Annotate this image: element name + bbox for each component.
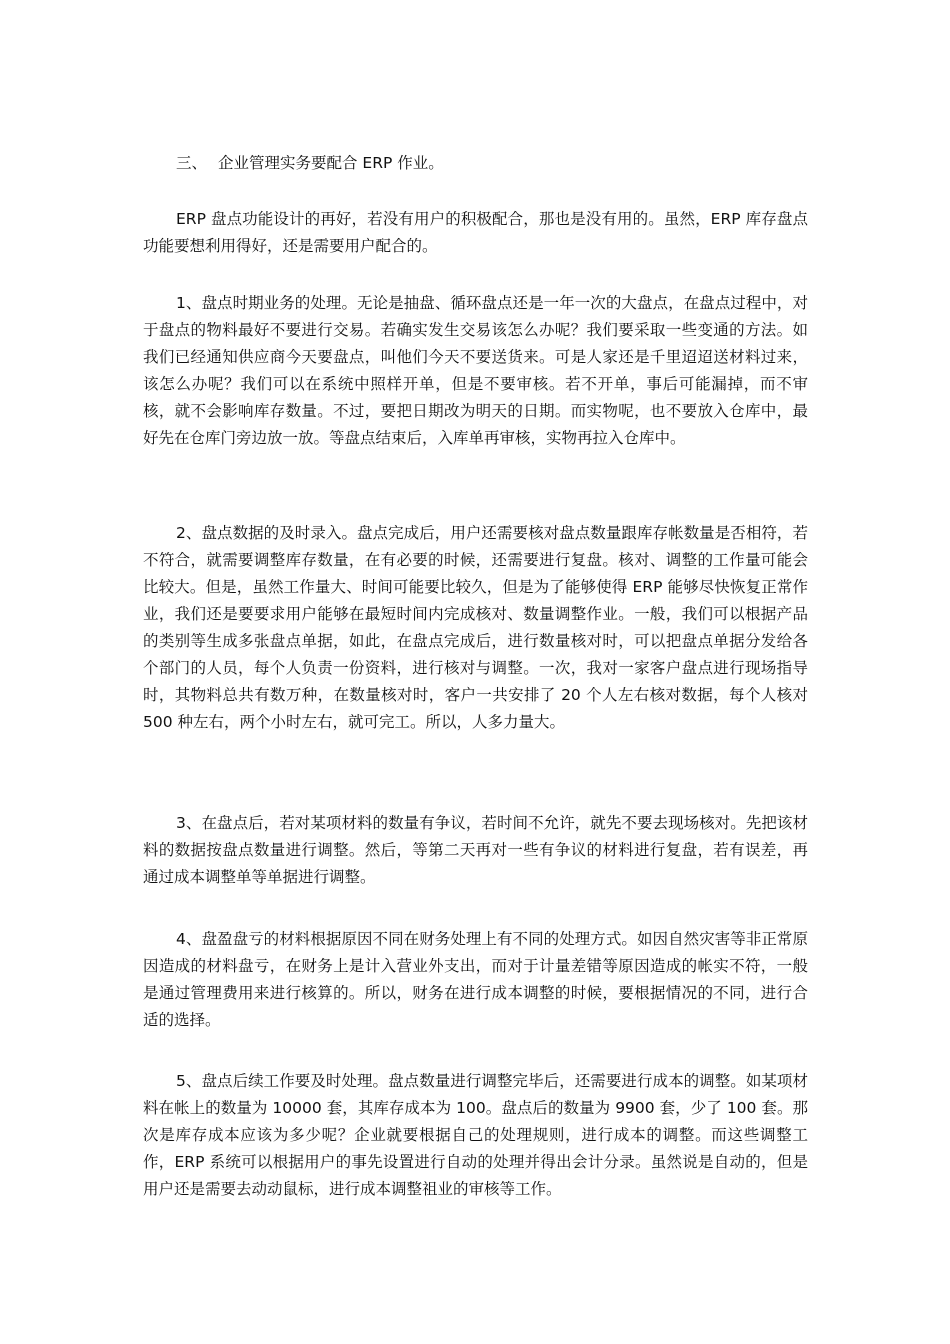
paragraph-item-4: 4、盘盈盘亏的材料根据原因不同在财务处理上有不同的处理方式。如因自然灾害等非正常原因造成的材料盘亏，在财务上是计入营业外支出，而对于计量差错等原因造成的帐实不符，一般是通过管理费用来进行核算的。所以，财务在进行成本调整的时候，要根据情况的不同，进行合适的选择。 [143, 930, 808, 1029]
paragraph-intro: ERP 盘点功能设计的再好，若没有用户的积极配合，那也是没有用的。虽然，ERP 库存盘点功能要想利用得好，还是需要用户配合的。 [143, 210, 808, 255]
section-number: 三、 [176, 154, 208, 172]
section-title: 企业管理实务要配合 ERP 作业。 [218, 154, 444, 172]
paragraph-item-2: 2、盘点数据的及时录入。盘点完成后，用户还需要核对盘点数量跟库存帐数量是否相符，若不符合，就需要调整库存数量，在有必要的时候，还需要进行复盘。核对、调整的工作量可能会比较大。但是，虽然工作量大、时间可能要比较久，但是为了能够使得 ERP 能够尽快恢复正常作业，我们还是要要求用户能够在最短时间内完成核对、数量调整作业。一般，我们可以根据产品的类别等生成多张盘点单据，如此，在盘点完成后，进行数量核对时，可以把盘点单据分发给各个部门的人员，每个人负责一份资料，进行核对与调整。一次，我对一家客户盘点进行现场指导时，其物料总共有数万种，在数量核对时，客户一共安排了 20 个人左右核对数据，每个人核对 500 种左右，两个小时左右，就可完工。所以，人多力量大。 [143, 524, 808, 731]
paragraph-item-1: 1、盘点时期业务的处理。无论是抽盘、循环盘点还是一年一次的大盘点，在盘点过程中，对于盘点的物料最好不要进行交易。若确实发生交易该怎么办呢？我们要采取一些变通的方法。如我们已经通知供应商今天要盘点，叫他们今天不要送货来。可是人家还是千里迢迢送材料过来，该怎么办呢？我们可以在系统中照样开单，但是不要审核。若不开单，事后可能漏掉，而不审核，就不会影响库存数量。不过，要把日期改为明天的日期。而实物呢，也不要放入仓库中，最好先在仓库门旁边放一放。等盘点结束后，入库单再审核，实物再拉入仓库中。 [143, 294, 808, 447]
section-heading [176, 150, 444, 177]
paragraph-item-3: 3、在盘点后，若对某项材料的数量有争议，若时间不允许，就先不要去现场核对。先把该材料的数据按盘点数量进行调整。然后，等第二天再对一些有争议的材料进行复盘，若有误差，再通过成本调整单等单据进行调整。 [143, 814, 808, 886]
paragraph-item-5: 5、盘点后续工作要及时处理。盘点数量进行调整完毕后，还需要进行成本的调整。如某项材料在帐上的数量为 10000 套，其库存成本为 100。盘点后的数量为 9900 套，少了 100 套。那次是库存成本应该为多少呢？企业就要根据自己的处理规则，进行成本的调整。而这些调整工作，ERP 系统可以根据用户的事先设置进行自动的处理并得出会计分录。虽然说是自动的，但是用户还是需要去动动鼠标，进行成本调整祖业的审核等工作。 [143, 1072, 808, 1198]
